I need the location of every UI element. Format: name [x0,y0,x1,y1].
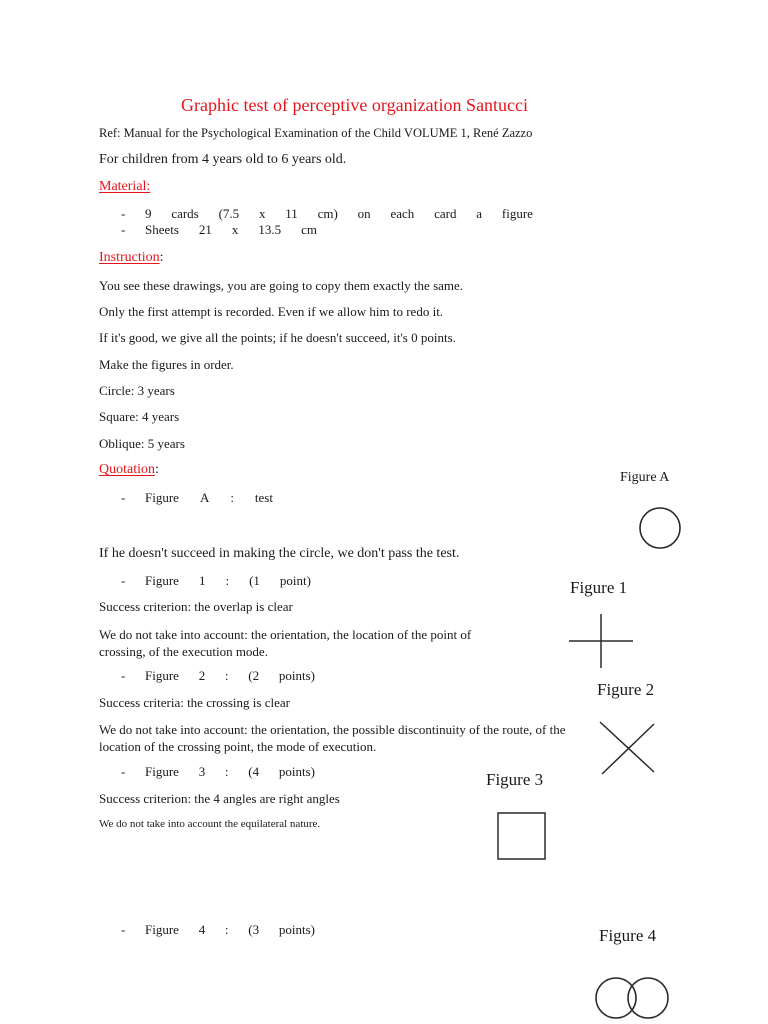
figure-2-item: Figure 2 : (2 points) [145,668,315,683]
instruction-line: Oblique: 5 years [99,436,185,451]
figure-1-cross-drawing [565,610,637,670]
bullet-dash: - [121,222,126,237]
instruction-heading: Instruction: [99,250,164,265]
figure-3-square-drawing [494,810,550,862]
bullet-dash: - [121,573,126,588]
material-heading: Material: [99,179,151,194]
figure-a-label: Figure A [620,470,670,485]
figure-1-success: Success criterion: the overlap is clear [99,599,293,614]
bullet-dash: - [121,206,126,221]
figure-1-item: Figure 1 : (1 point) [145,573,311,588]
figure-4-item: Figure 4 : (3 points) [145,922,315,937]
quotation-heading: Quotation: [99,462,159,477]
figure-3-success: Success criterion: the 4 angles are right angles [99,791,340,806]
figure-2-label: Figure 2 [597,680,655,699]
figure-1-label: Figure 1 [570,578,628,597]
bullet-dash: - [121,922,126,937]
material-item-cards: 9 cards (7.5 x 11 cm) on each card a figure [145,206,533,221]
instruction-line: Circle: 3 years [99,383,175,398]
figure-3-ignore: We do not take into account the equilateral nature. [99,818,321,830]
instruction-line: Make the figures in order. [99,357,234,372]
age-range: For children from 4 years old to 6 years old. [99,152,347,167]
bullet-dash: - [121,668,126,683]
instruction-line: Square: 4 years [99,409,180,424]
figure-1-ignore: We do not take into account: the orientation, the location of the point of crossing, of the execution mode. [99,627,472,659]
figure-a-circle-drawing [632,502,684,550]
figure-a-note: If he doesn't succeed in making the circle, we don't pass the test. [99,546,460,561]
material-item-sheets: Sheets 21 x 13.5 cm [145,222,317,237]
figure-2-oblique-cross-drawing [594,718,660,778]
figure-3-item: Figure 3 : (4 points) [145,764,315,779]
figure-3-label: Figure 3 [486,770,544,789]
bullet-dash: - [121,764,126,779]
instruction-line: If it's good, we give all the points; if he doesn't succeed, it's 0 points. [99,330,456,345]
figure-4-label: Figure 4 [599,926,657,945]
figure-4-overlapping-circles-drawing [592,972,676,1022]
bullet-dash: - [121,490,126,505]
figure-2-success: Success criteria: the crossing is clear [99,695,290,710]
instruction-line: You see these drawings, you are going to copy them exactly the same. [99,278,464,293]
reference-line: Ref: Manual for the Psychological Examination of the Child VOLUME 1, René Zazzo [99,126,533,140]
figure-2-ignore: We do not take into account: the orientation, the possible discontinuity of the route, of the location of the crossing point, the mode of execution. [99,722,566,754]
instruction-line: Only the first attempt is recorded. Even if we allow him to redo it. [99,304,444,319]
page-title: Graphic test of perceptive organization Santucci [181,95,529,115]
figure-a-item: Figure A : test [145,490,273,505]
